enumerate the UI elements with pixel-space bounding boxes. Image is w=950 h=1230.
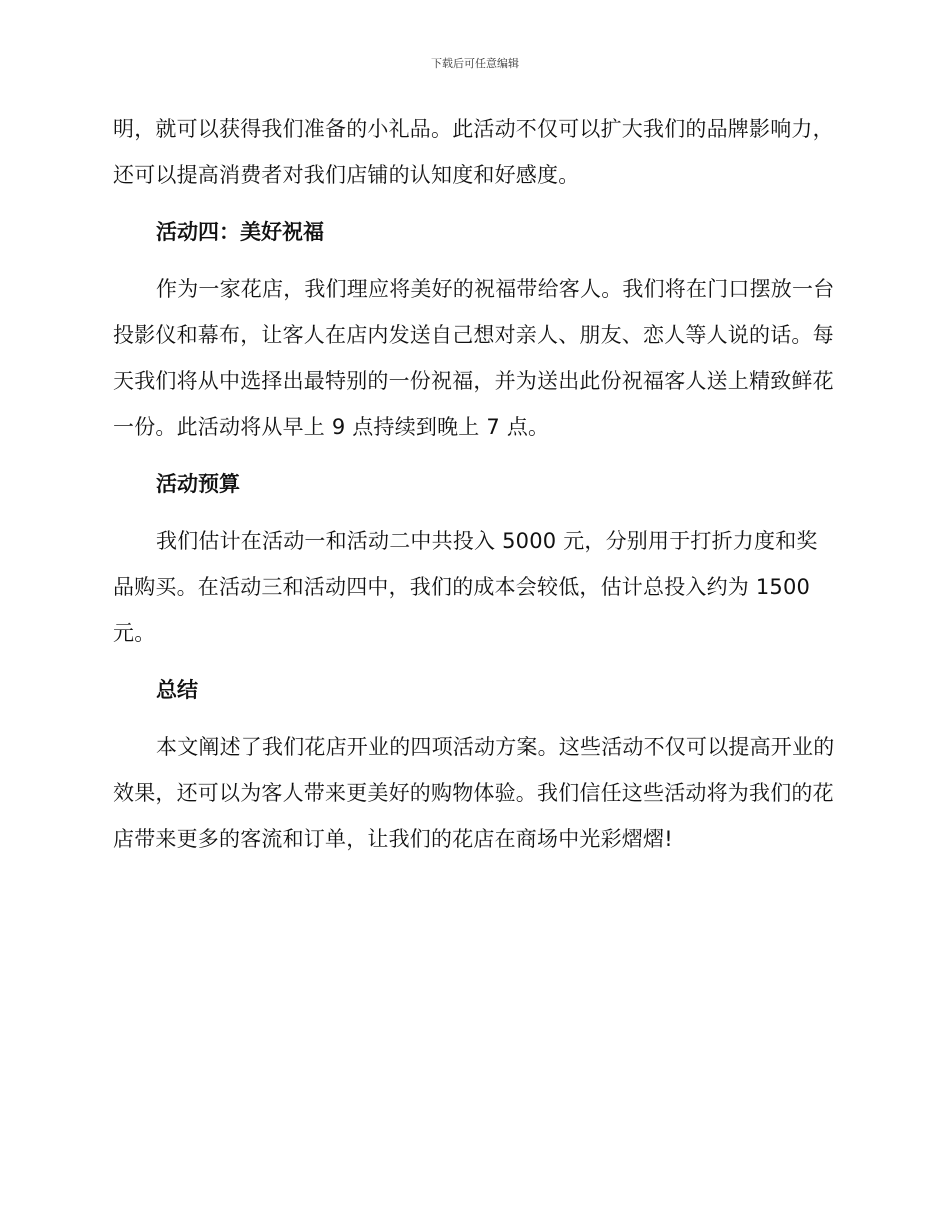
page-header: 下载后可任意编辑 [431,57,519,70]
intro-tail-paragraph: 明，就可以获得我们准备的小礼品。此活动不仅可以扩大我们的品牌影响力，还可以提高消费者对我们店铺的认知度和好感度。 [113,117,834,187]
summary-paragraph: 本文阐述了我们花店开业的四项活动方案。这些活动不仅可以提高开业的效果，还可以为客人带来更美好的购物体验。我们信任这些活动将为我们的花店带来更多的客流和订单，让我们的花店在商场中光彩熠熠! [113,735,835,851]
budget-heading: 活动预算 [156,472,240,496]
budget-paragraph: 我们估计在活动一和活动二中共投入 5000 元，分别用于打折力度和奖品购买。在活动三和活动四中，我们的成本会较低，估计总投入约为 1500 元。 [113,529,818,645]
activity4-heading: 活动四：美好祝福 [156,220,324,244]
activity4-paragraph: 作为一家花店，我们理应将美好的祝福带给客人。我们将在门口摆放一台投影仪和幕布，让客人在店内发送自己想对亲人、朋友、恋人等人说的话。每天我们将从中选择出最特别的一份祝福，并为送出此份祝福客人送上精致鲜花一份。此活动将从早上 9 点持续到晚上 7 点。 [113,277,835,439]
document-body [113,106,835,862]
summary-heading: 总结 [156,678,198,702]
